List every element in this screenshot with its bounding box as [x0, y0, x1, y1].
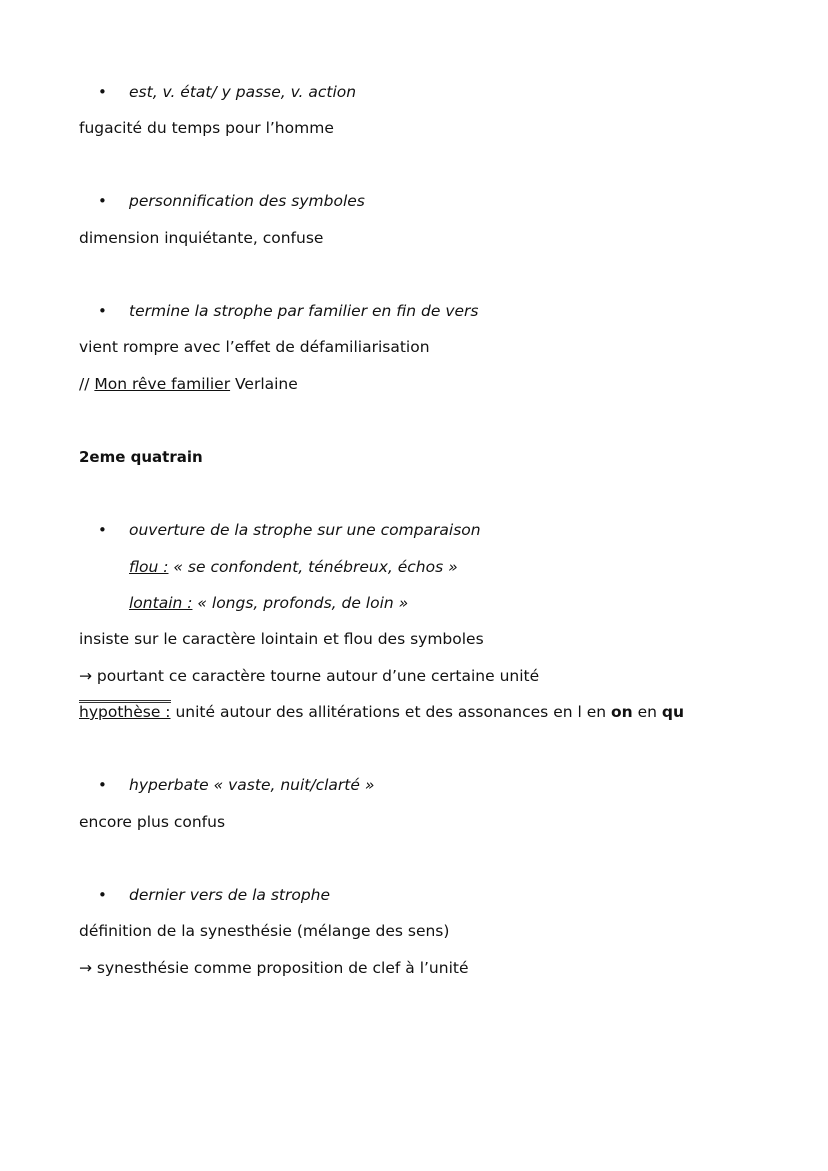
indented-text: « se confondent, ténébreux, échos » — [168, 558, 458, 576]
bullet-text: dernier vers de la strophe — [129, 886, 331, 904]
bullet-icon: • — [98, 886, 107, 904]
reference-author: Verlaine — [230, 375, 298, 393]
hypothesis-line — [79, 702, 684, 722]
hypothesis-connector: en — [632, 703, 662, 721]
body-text: définition de la synesthésie (mélange des sens) — [79, 922, 450, 940]
bullet-text: ouverture de la strophe sur une comparaison — [129, 521, 481, 539]
body-text: dimension inquiétante, confuse — [79, 229, 324, 247]
section-heading: 2eme quatrain — [79, 448, 203, 466]
hypothesis-label: hypothèse : — [79, 700, 171, 721]
hypothesis-sound-qu: qu — [661, 703, 685, 721]
bullet-text: termine la strophe par familier en fin de vers — [129, 302, 479, 320]
bullet-icon: • — [98, 302, 107, 320]
bullet-icon: • — [98, 83, 107, 101]
reference-line — [79, 374, 298, 394]
reference-prefix: // — [79, 375, 95, 393]
body-text: insiste sur le caractère lointain et flou des symboles — [79, 630, 484, 648]
body-text: vient rompre avec l’effet de défamiliarisation — [79, 338, 430, 356]
bullet-text: hyperbate « vaste, nuit/clarté » — [129, 776, 375, 794]
body-text: fugacité du temps pour l’homme — [79, 119, 334, 137]
bullet-text: est, v. état/ y passe, v. action — [129, 83, 357, 101]
body-text: → pourtant ce caractère tourne autour d’une certaine unité — [79, 667, 540, 685]
hypothesis-sound-on: on — [611, 703, 633, 721]
bullet-icon: • — [98, 776, 107, 794]
bullet-icon: • — [98, 192, 107, 210]
body-text: → synesthésie comme proposition de clef à l’unité — [79, 959, 469, 977]
hypothesis-text: unité autour des allitérations et des assonances en l en — [170, 703, 611, 721]
body-text: encore plus confus — [79, 813, 226, 831]
bullet-text: personnification des symboles — [129, 192, 365, 210]
bullet-icon: • — [98, 521, 107, 539]
indented-text: « longs, profonds, de loin » — [192, 594, 409, 612]
indented-line — [129, 593, 408, 613]
indented-line — [129, 557, 458, 577]
indented-label: lontain : — [129, 594, 193, 612]
reference-title: Mon rêve familier — [94, 375, 231, 393]
indented-label: flou : — [129, 558, 169, 576]
